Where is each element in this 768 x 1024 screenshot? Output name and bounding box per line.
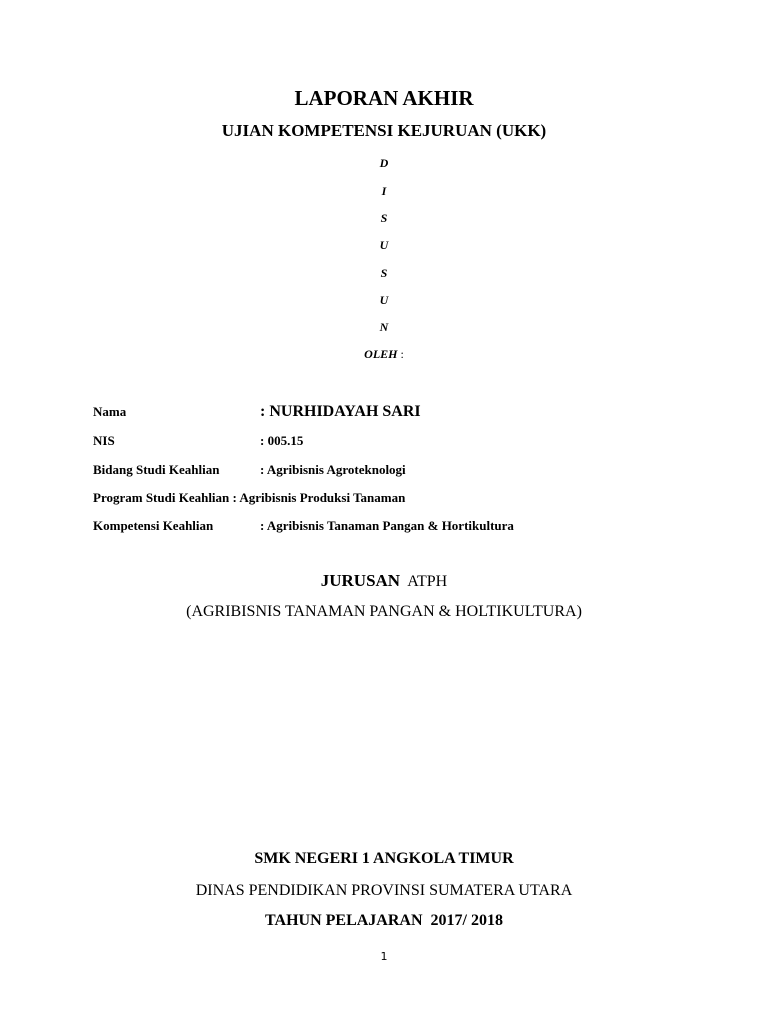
field-row-program: [93, 490, 405, 506]
jurusan-full-name: (AGRIBISNIS TANAMAN PANGAN & HOLTIKULTURA): [186, 603, 582, 620]
field-label: Nama: [93, 404, 127, 419]
page-number: 1: [380, 950, 388, 963]
field-row-nama: [93, 403, 421, 421]
field-value: : Agribisnis Tanaman Pangan & Hortikultura: [260, 518, 514, 533]
field-value: : Agribisnis Agroteknologi: [260, 462, 406, 477]
field-row-kompetensi: [93, 518, 514, 534]
report-title: LAPORAN AKHIR: [294, 86, 474, 110]
field-label: Kompetensi Keahlian: [93, 518, 214, 533]
field-label: Bidang Studi Keahlian: [93, 462, 220, 477]
jurusan-line: [0, 571, 768, 591]
school-name: SMK NEGERI 1 ANGKOLA TIMUR: [254, 850, 514, 867]
disusun-letter: I: [381, 184, 387, 198]
disusun-letter: N: [379, 320, 389, 334]
disusun-letter: D: [379, 156, 389, 170]
jurusan-value: ATPH: [407, 573, 448, 590]
oleh-label: OLEH: [364, 347, 398, 361]
oleh-line: [0, 347, 768, 362]
field-value: : NURHIDAYAH SARI: [260, 403, 421, 420]
field-row-nis: [93, 433, 303, 449]
oleh-colon: :: [400, 347, 404, 361]
disusun-letter: S: [380, 211, 388, 225]
field-label: Program Studi Keahlian: [93, 490, 230, 505]
disusun-letter: U: [379, 293, 389, 307]
field-value: : 005.15: [260, 433, 304, 448]
disusun-letter: U: [379, 238, 389, 252]
field-label: NIS: [93, 433, 115, 448]
field-row-bidang: [93, 462, 406, 478]
field-value: : Agribisnis Produksi Tanaman: [232, 490, 406, 505]
jurusan-label: JURUSAN: [320, 571, 401, 590]
dinas-name: DINAS PENDIDIKAN PROVINSI SUMATERA UTARA: [195, 882, 573, 899]
disusun-letter: S: [380, 266, 388, 280]
report-subtitle: UJIAN KOMPETENSI KEJURUAN (UKK): [221, 121, 547, 140]
academic-year: TAHUN PELAJARAN 2017/ 2018: [265, 912, 503, 929]
